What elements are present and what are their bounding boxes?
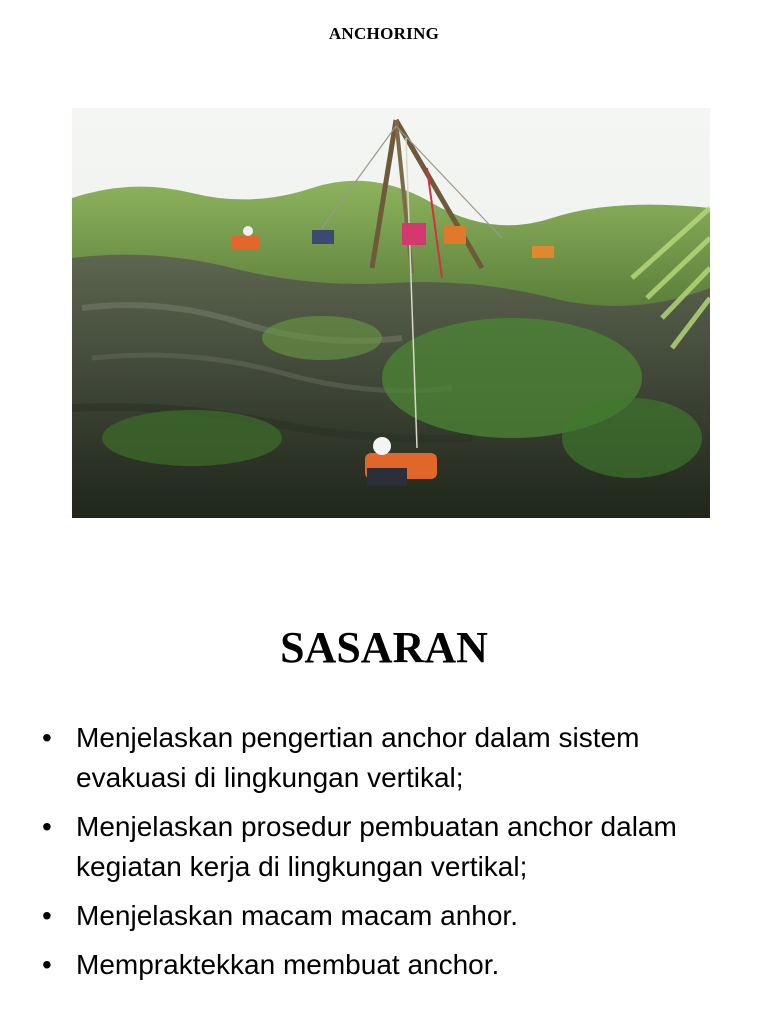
list-item <box>40 807 730 887</box>
bullet-text: Mempraktekkan membuat anchor. <box>76 949 500 980</box>
list-item <box>40 945 730 985</box>
bullet-icon: • <box>42 722 52 753</box>
bullet-icon: • <box>42 811 52 842</box>
objectives-list <box>40 718 730 994</box>
slide-header: ANCHORING <box>328 24 440 43</box>
bullet-text: Menjelaskan pengertian anchor dalam sistem evakuasi di lingkungan vertikal; <box>76 722 640 793</box>
bullet-text: Menjelaskan macam macam anhor. <box>76 900 518 931</box>
bullet-icon: • <box>42 949 52 980</box>
slide-title: SASARAN <box>280 623 488 672</box>
bullet-text: Menjelaskan prosedur pembuatan anchor dalam kegiatan kerja di lingkungan vertikal; <box>76 811 677 882</box>
list-item <box>40 718 730 798</box>
list-item <box>40 896 730 936</box>
cliff-rescue-photo <box>72 108 710 518</box>
bullet-icon: • <box>42 900 52 931</box>
